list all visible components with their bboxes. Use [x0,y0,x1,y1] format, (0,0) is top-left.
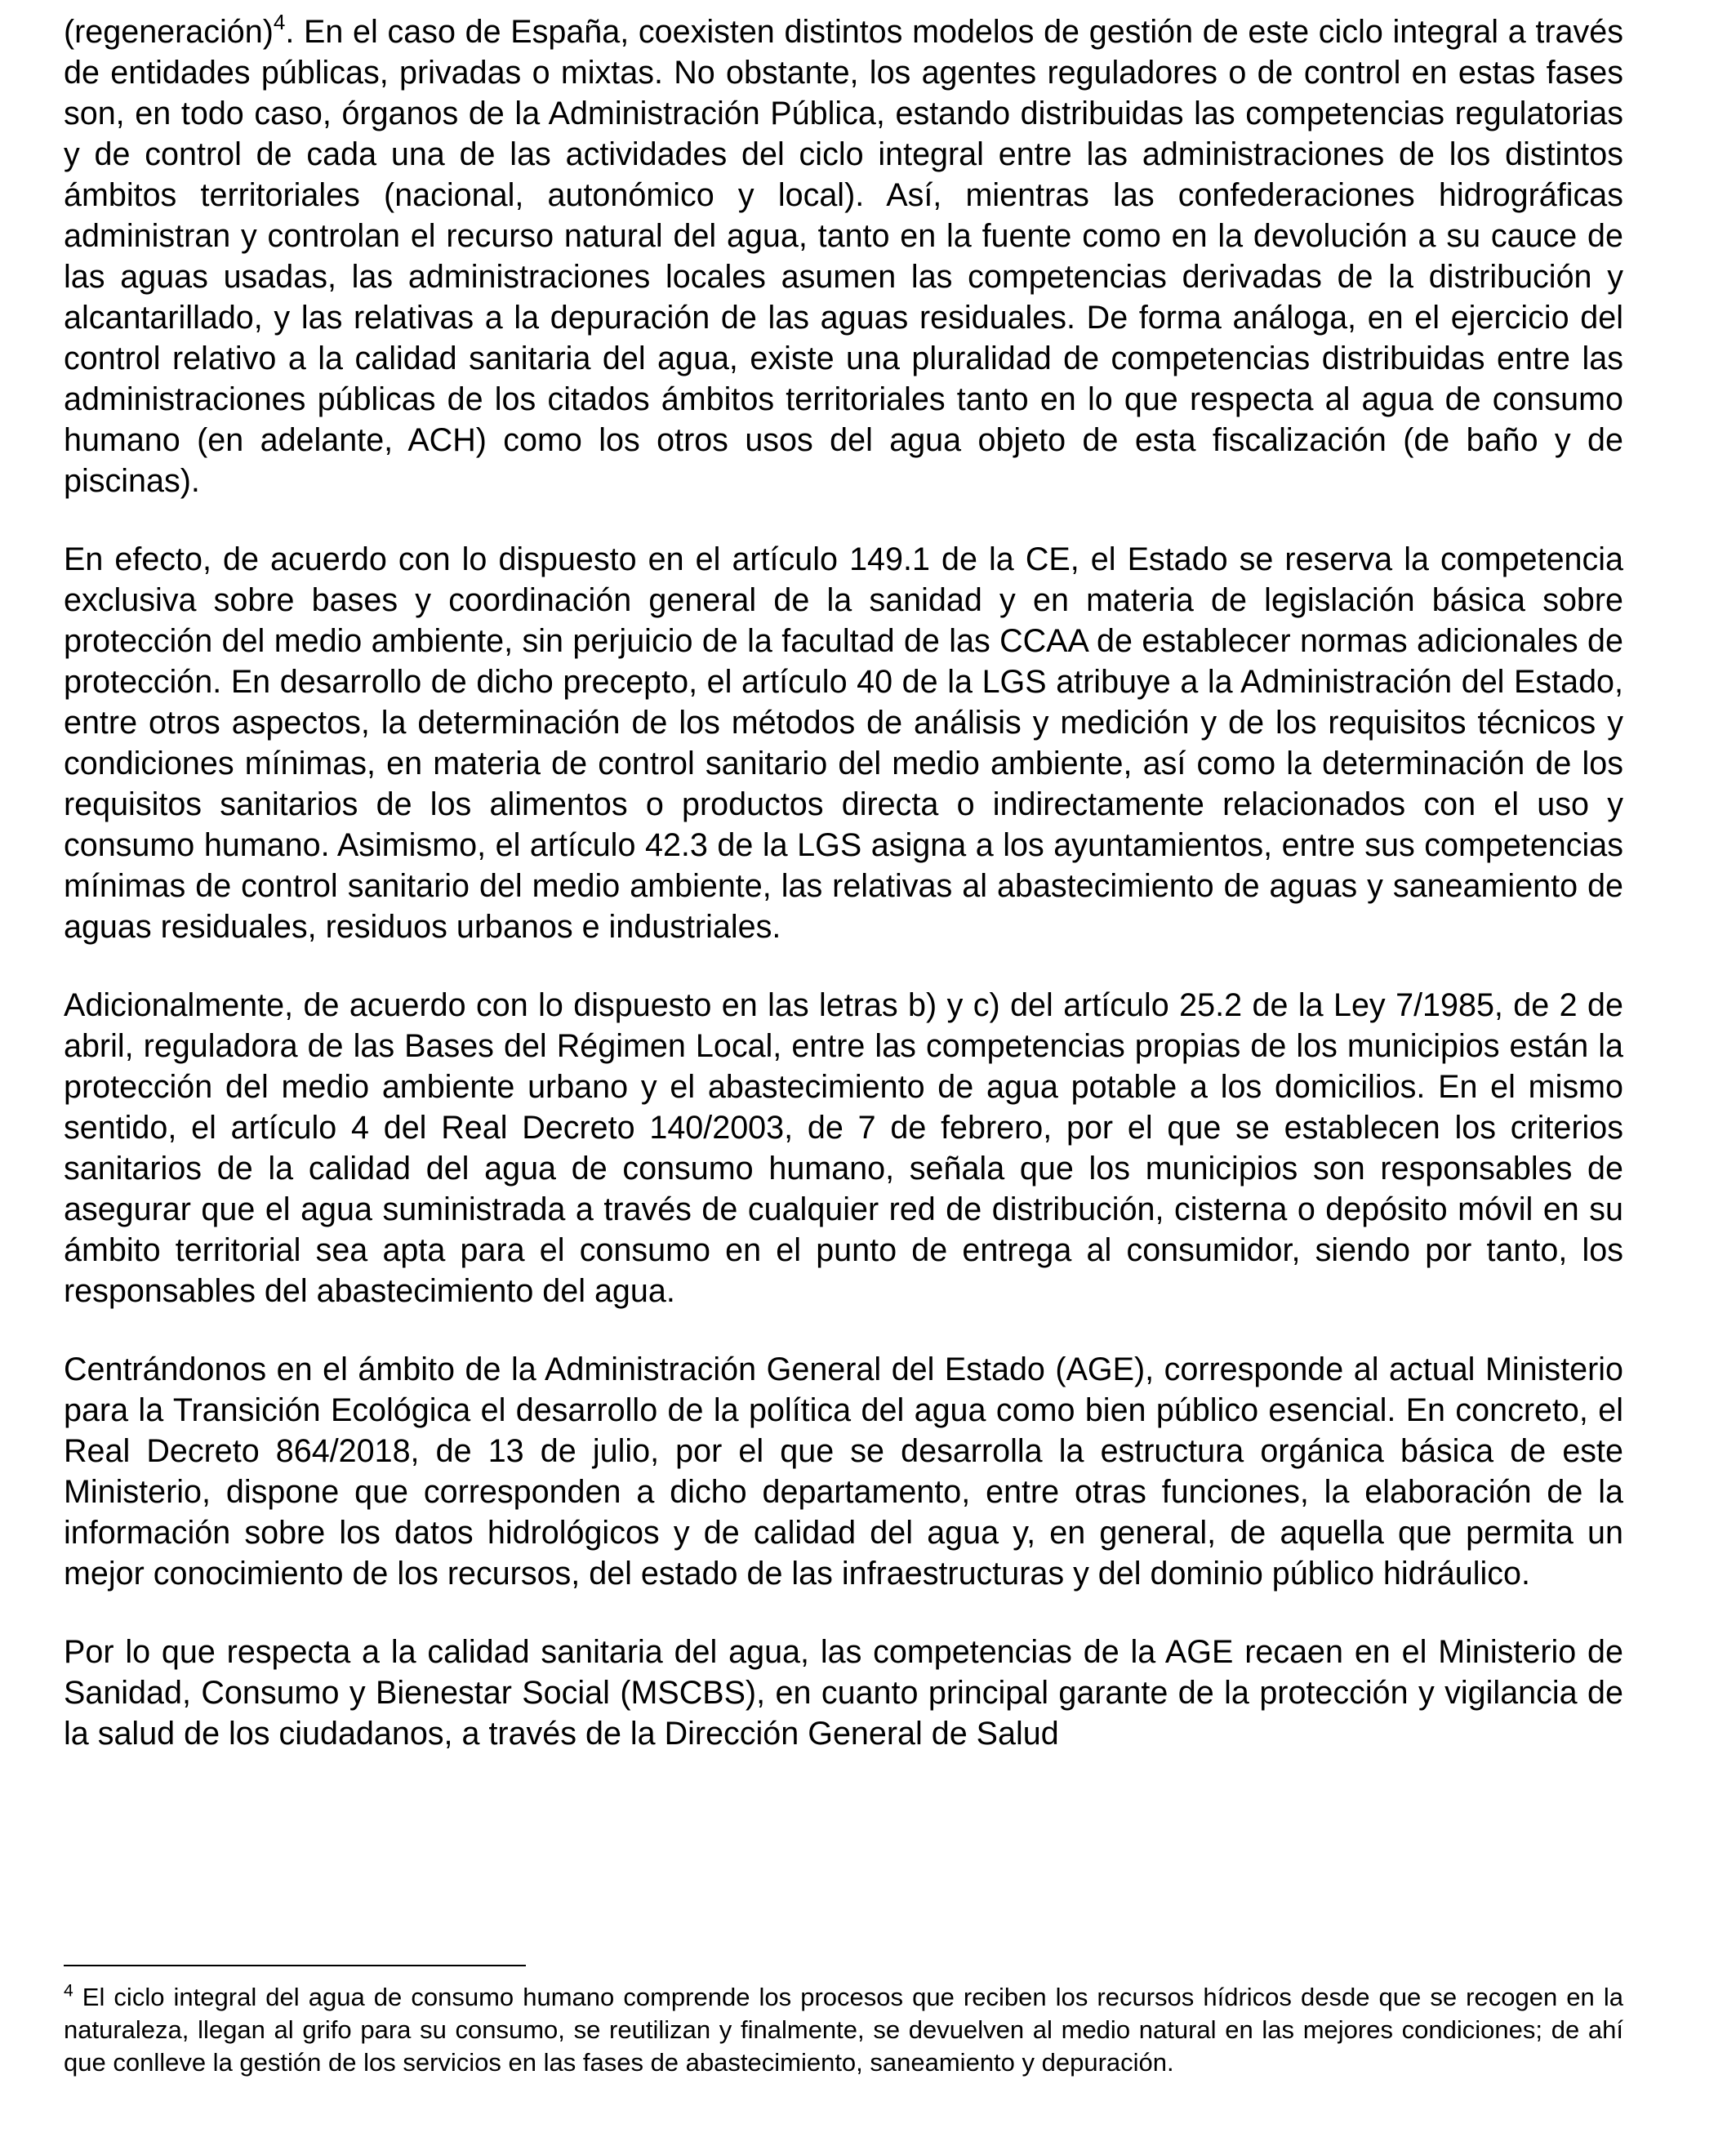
footnote-mark: 4 [64,1981,73,2001]
document-body [64,11,1623,1754]
paragraph-2: En efecto, de acuerdo con lo dispuesto en el artículo 149.1 de la CE, el Estado se reserva la competencia exclusiva sobre bases y coordinación general de la sanidad y en materia de legislación básica sobre protección del medio ambiente, sin perjuicio de la facultad de las CCAA de establecer normas adicionales de protección. En desarrollo de dicho precepto, el artículo 40 de la LGS atribuye a la Administración del Estado, entre otros aspectos, la determinación de los métodos de análisis y medición y de los requisitos técnicos y condiciones mínimas, en materia de control sanitario del medio ambiente, así como la determinación de los requisitos sanitarios de los alimentos o productos directa o indirectamente relacionados con el uso y consumo humano. Asimismo, el artículo 42.3 de la LGS asigna a los ayuntamientos, entre sus competencias mínimas de control sanitario del medio ambiente, las relativas al abastecimiento de aguas y saneamiento de aguas residuales, residuos urbanos e industriales. [64,541,1623,945]
paragraph-1-text: . En el caso de España, coexisten distintos modelos de gestión de este ciclo integral a través de entidades públicas, privadas o mixtas. No obstante, los agentes reguladores o de control en estas fases son, en todo caso, órganos de la Administración Pública, estando distribuidas las competencias regulatorias y de control de cada una de las actividades del ciclo integral entre las administraciones de los distintos ámbitos territoriales (nacional, autonómico y local). Así, mientras las confederaciones hidrográficas administran y controlan el recurso natural del agua, tanto en la fuente como en la devolución a su cauce de las aguas usadas, las administraciones locales asumen las competencias derivadas de la distribución y alcantarillado, y las relativas a la depuración de las aguas residuales. De forma análoga, en el ejercicio del control relativo a la calidad sanitaria del agua, existe una pluralidad de competencias distribuidas entre las administraciones públicas de los citados ámbitos territoriales tanto en lo que respecta al agua de consumo humano (en adelante, ACH) como los otros usos del agua objeto de esta fiscalización (de baño y de piscinas). [64,14,1623,499]
paragraph-3: Adicionalmente, de acuerdo con lo dispuesto en las letras b) y c) del artículo 25.2 de la Ley 7/1985, de 2 de abril, reguladora de las Bases del Régimen Local, entre las competencias propias de los municipios están la protección del medio ambiente urbano y el abastecimiento de agua potable a los domicilios. En el mismo sentido, el artículo 4 del Real Decreto 140/2003, de 7 de febrero, por el que se establecen los criterios sanitarios de la calidad del agua de consumo humano, señala que los municipios son responsables de asegurar que el agua suministrada a través de cualquier red de distribución, cisterna o depósito móvil en su ámbito territorial sea apta para el consumo en el punto de entrega al consumidor, siendo por tanto, los responsables del abastecimiento del agua. [64,987,1623,1309]
footnote-separator [64,1965,526,1966]
footnote [64,1981,1623,2079]
footnote-reference[interactable]: 4 [273,9,286,34]
paragraph-4: Centrándonos en el ámbito de la Administración General del Estado (AGE), corresponde al actual Ministerio para la Transición Ecológica el desarrollo de la política del agua como bien público esencial. En concreto, el Real Decreto 864/2018, de 13 de julio, por el que se desarrolla la estructura orgánica básica de este Ministerio, dispone que corresponden a dicho departamento, entre otras funciones, la elaboración de la información sobre los datos hidrológicos y de calidad del agua y, en general, de aquella que permita un mejor conocimiento de los recursos, del estado de las infraestructuras y del dominio público hidráulico. [64,1351,1623,1592]
paragraph-5: Por lo que respecta a la calidad sanitaria del agua, las competencias de la AGE recaen en el Ministerio de Sanidad, Consumo y Bienestar Social (MSCBS), en cuanto principal garante de la protección y vigilancia de la salud de los ciudadanos, a través de la Dirección General de Salud [64,1634,1623,1752]
footnote-text: El ciclo integral del agua de consumo humano comprende los procesos que reciben los recursos hídricos desde que se recogen en la naturaleza, llegan al grifo para su consumo, se reutilizan y finalmente, se devuelven al medio natural en las mejores condiciones; de ahí que conlleve la gestión de los servicios en las fases de abastecimiento, saneamiento y depuración. [64,1983,1623,2077]
paragraph-1 [64,11,1623,501]
paragraph-1-lead: (regeneración) [64,14,274,50]
